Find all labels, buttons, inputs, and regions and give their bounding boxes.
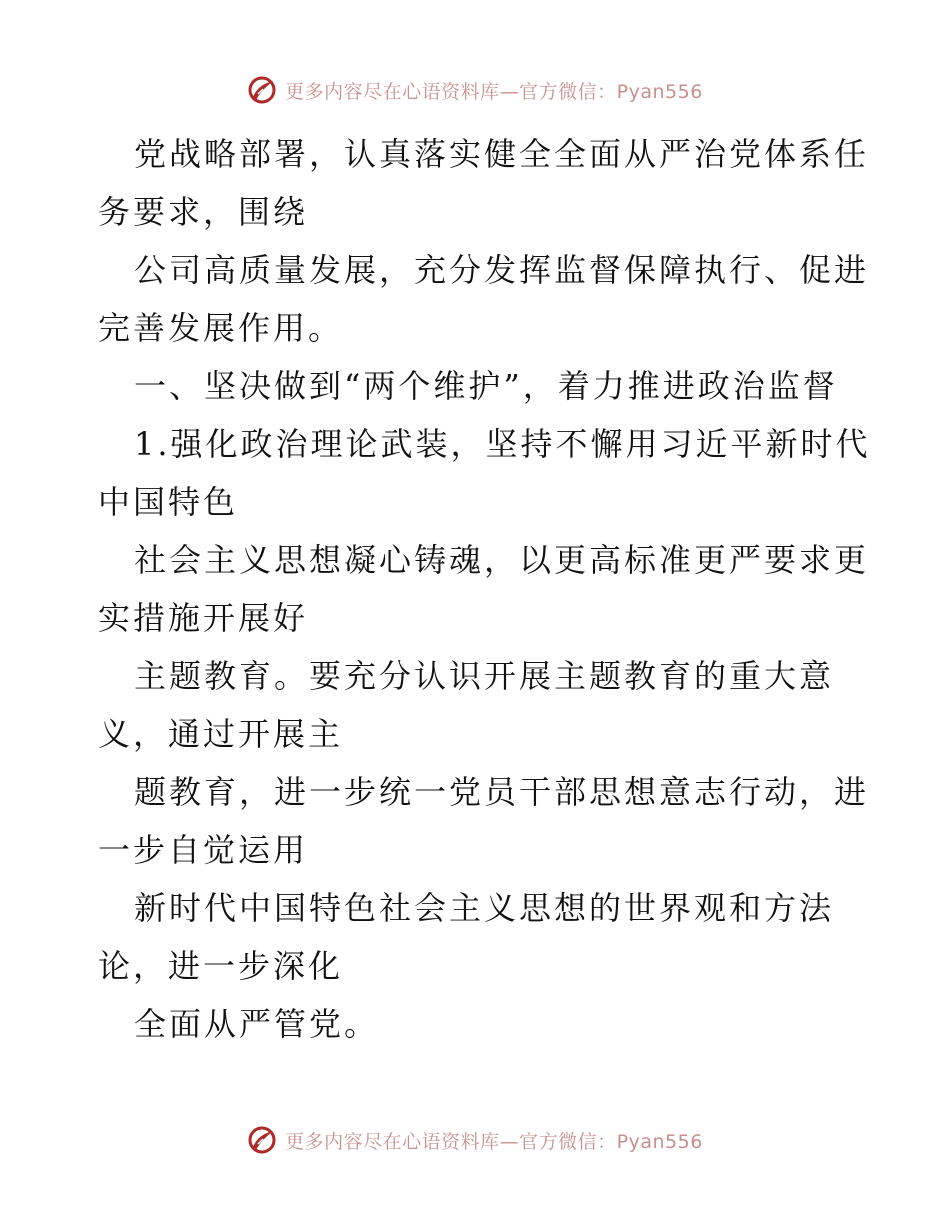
- paragraph-line: 全面从严管党。: [134, 1005, 380, 1043]
- pen-ribbon-logo-icon: [247, 1125, 277, 1155]
- footer-banner: [0, 1120, 950, 1160]
- paragraph-line: 题教育，进一步统一党员干部思想意志行动，进: [134, 773, 870, 811]
- pen-ribbon-logo-icon: [247, 75, 277, 105]
- paragraph-line: 主题教育。要充分认识开展主题教育的重大意: [134, 657, 835, 695]
- paragraph-line: 社会主义思想凝心铸魂，以更高标准更严要求更: [134, 541, 870, 579]
- paragraph-line: 义，通过开展主: [98, 715, 344, 753]
- paragraph-line: 务要求，围绕: [98, 193, 309, 231]
- footer-banner-text: 更多内容尽在心语资料库—官方微信：Pyan556: [285, 1130, 703, 1153]
- paragraph-line: 公司高质量发展，充分发挥监督保障执行、促进: [134, 251, 870, 289]
- paragraph-line: 1.强化政治理论武装，坚持不懈用习近平新时代: [134, 425, 871, 463]
- paragraph-line: 新时代中国特色社会主义思想的世界观和方法: [134, 889, 835, 927]
- document-body: [98, 125, 871, 1053]
- paragraph-line: 一步自觉运用: [98, 831, 309, 869]
- header-banner-text: 更多内容尽在心语资料库—官方微信：Pyan556: [285, 80, 703, 103]
- section-heading: 一、坚决做到“两个维护”，着力推进政治监督: [134, 367, 838, 405]
- paragraph-line: 中国特色: [98, 483, 239, 521]
- header-banner: [0, 70, 950, 110]
- paragraph-line: 党战略部署，认真落实健全全面从严治党体系任: [134, 135, 870, 173]
- paragraph-line: 实措施开展好: [98, 599, 309, 637]
- paragraph-line: 完善发展作用。: [98, 309, 344, 347]
- paragraph-line: 论，进一步深化: [98, 947, 344, 985]
